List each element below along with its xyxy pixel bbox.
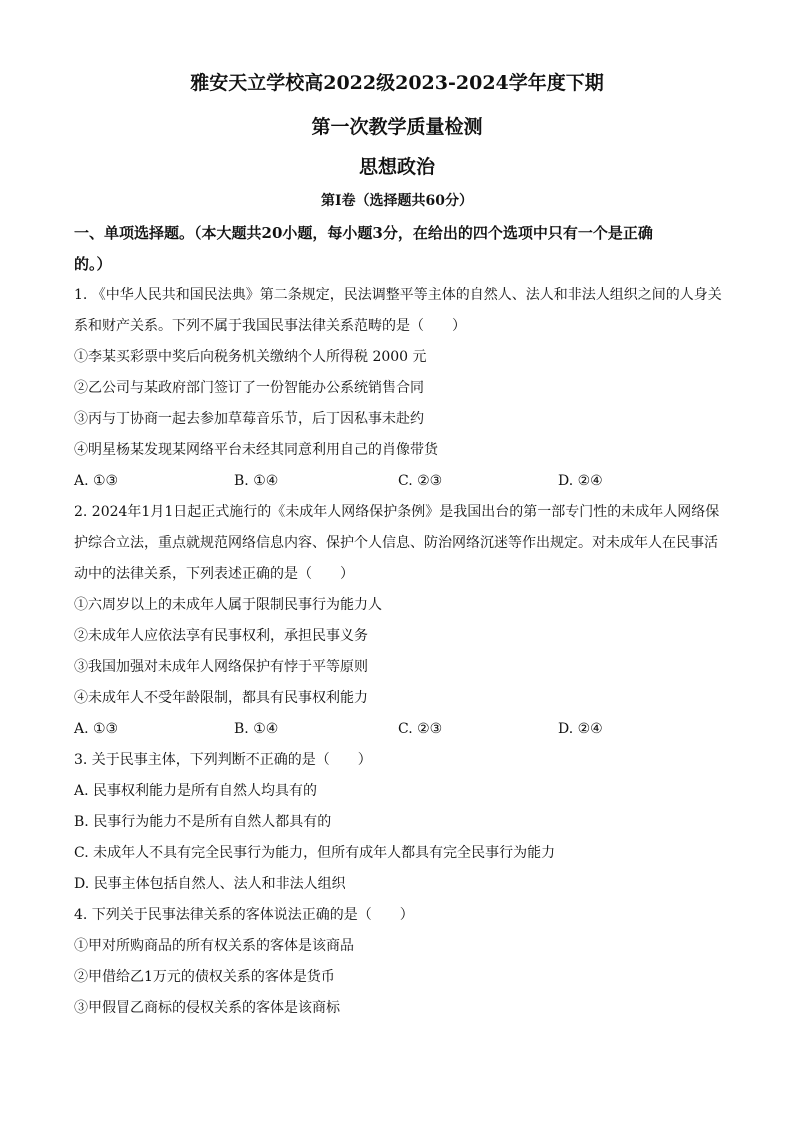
q2-option-b[interactable]: B. ①④ — [234, 721, 279, 737]
q3-option-b[interactable]: B. 民事行为能力不是所有自然人都具有的 — [74, 814, 332, 830]
section-heading-line1: 一、单项选择题。（本大题共20小题，每小题3分，在给出的四个选项中只有一个是正确 — [74, 224, 653, 242]
q2-stem-line1: 2. 2024年1月1日起正式施行的《未成年人网络保护条例》是我国出台的第一部专门性的未成年人网络保 — [74, 504, 720, 520]
q1-stem-line1: 1. 《中华人民共和国民法典》第二条规定，民法调整平等主体的自然人、法人和非法人组织之间的人身关 — [74, 287, 722, 303]
q4-stem: 4. 下列关于民事法律关系的客体说法正确的是（ ） — [74, 907, 414, 923]
q2-options — [74, 719, 724, 739]
q2-option-a[interactable]: A. ①③ — [74, 721, 119, 737]
q2-item-3: ③我国加强对未成年人网络保护有悖于平等原则 — [74, 659, 368, 675]
q2-item-1: ①六周岁以上的未成年人属于限制民事行为能力人 — [74, 597, 382, 613]
q2-item-2: ②未成年人应依法享有民事权利，承担民事义务 — [74, 628, 368, 644]
q3-option-a[interactable]: A. 民事权利能力是所有自然人均具有的 — [74, 783, 318, 799]
q4-item-3: ③甲假冒乙商标的侵权关系的客体是该商标 — [74, 1000, 340, 1016]
q1-option-b[interactable]: B. ①④ — [234, 473, 279, 489]
q2-stem-line3: 动中的法律关系，下列表述正确的是（ ） — [74, 566, 354, 582]
q2-option-d[interactable]: D. ②④ — [558, 721, 603, 737]
exam-name: 第一次教学质量检测 — [311, 116, 483, 138]
q1-option-a[interactable]: A. ①③ — [74, 473, 119, 489]
q1-option-d[interactable]: D. ②④ — [558, 473, 603, 489]
school-title: 雅安天立学校高2022级2023-2024学年度下期 — [190, 72, 604, 94]
q1-item-1: ①李某买彩票中奖后向税务机关缴纳个人所得税 2000 元 — [74, 349, 427, 365]
q3-stem: 3. 关于民事主体，下列判断不正确的是（ ） — [74, 752, 372, 768]
q4-item-2: ②甲借给乙1万元的债权关系的客体是货币 — [74, 969, 335, 985]
q2-option-c[interactable]: C. ②③ — [398, 721, 443, 737]
q3-option-d[interactable]: D. 民事主体包括自然人、法人和非法人组织 — [74, 876, 346, 892]
q1-stem-line2: 系和财产关系。下列不属于我国民事法律关系范畴的是（ ） — [74, 318, 466, 334]
q3-option-c[interactable]: C. 未成年人不具有完全民事行为能力，但所有成年人都具有完全民事行为能力 — [74, 845, 556, 861]
q1-option-c[interactable]: C. ②③ — [398, 473, 443, 489]
q1-item-3: ③丙与丁协商一起去参加草莓音乐节，后丁因私事未赴约 — [74, 411, 424, 427]
subject-title: 思想政治 — [358, 156, 435, 178]
q1-item-2: ②乙公司与某政府部门签订了一份智能办公系统销售合同 — [74, 380, 424, 396]
q1-options — [74, 471, 724, 491]
section-heading-line2: 的。） — [74, 255, 112, 273]
q1-item-4: ④明星杨某发现某网络平台未经其同意利用自己的肖像带货 — [74, 442, 438, 458]
q4-item-1: ①甲对所购商品的所有权关系的客体是该商品 — [74, 938, 354, 954]
q2-stem-line2: 护综合立法，重点就规范网络信息内容、保护个人信息、防治网络沉迷等作出规定。对未成年人在民事活 — [74, 535, 718, 551]
part-title: 第Ⅰ卷（选择题共60分） — [320, 193, 474, 209]
q2-item-4: ④未成年人不受年龄限制，都具有民事权利能力 — [74, 690, 368, 706]
